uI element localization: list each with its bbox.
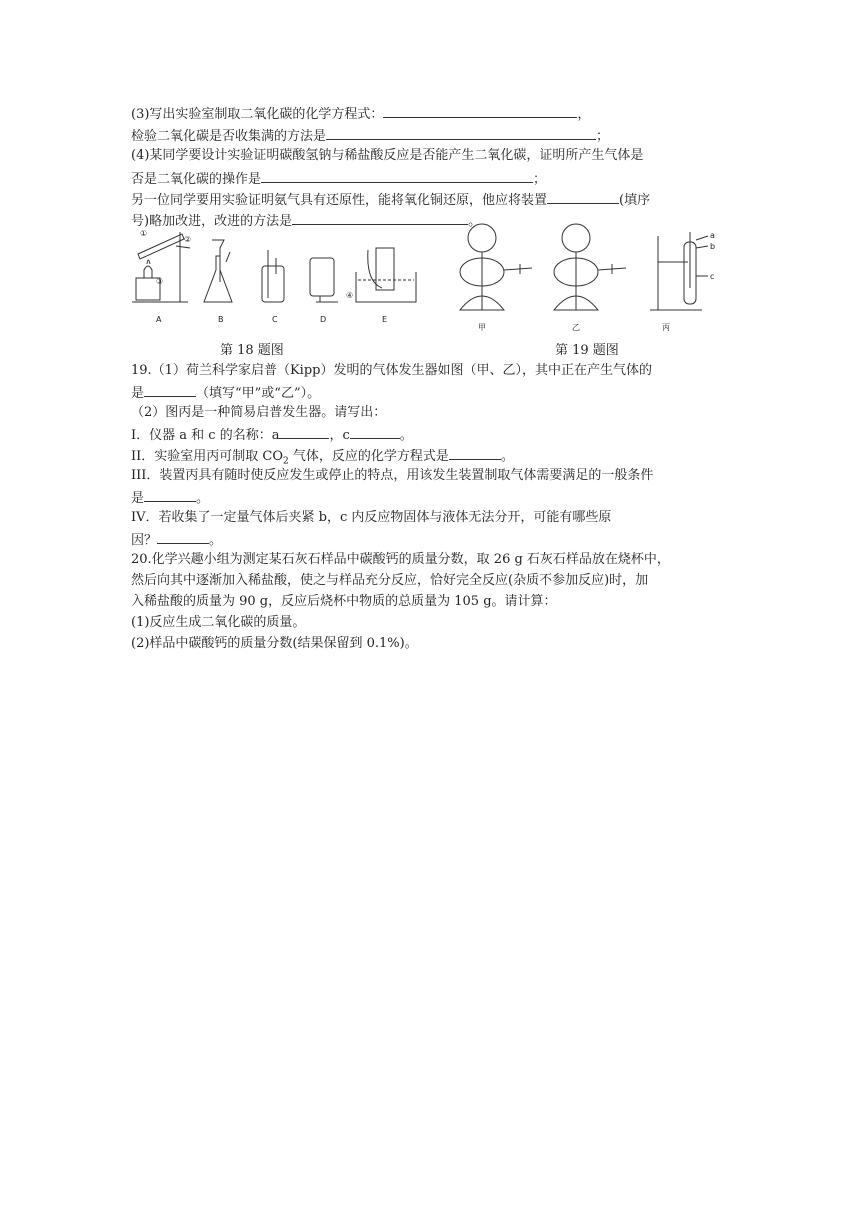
- q20-line2: 然后向其中逐渐加入稀盐酸，使之与样品充分反应，恰好完全反应(杂质不参加反应)时，加: [131, 573, 649, 588]
- text: 。: [196, 491, 210, 506]
- text: 号)略加改进，改进的方法是: [131, 214, 293, 229]
- figure-19-kipp-generators: [440, 218, 730, 338]
- answer-blank[interactable]: [144, 488, 196, 502]
- mark-3: ③: [156, 277, 164, 286]
- text: 气体，反应的化学方程式是: [288, 449, 449, 464]
- q18-part4-line3: [131, 190, 650, 210]
- q19-line3: （2）图丙是一种简易启普发生器。请写出：: [131, 405, 387, 420]
- kipp-generator-jia: [460, 224, 532, 310]
- text: 检验二氧化碳是否收集满的方法是: [131, 129, 327, 144]
- q19-line7: [131, 488, 209, 508]
- answer-blank[interactable]: [326, 126, 596, 140]
- answer-blank[interactable]: [157, 530, 209, 544]
- subscript: 2: [283, 456, 289, 467]
- label-b: B: [218, 315, 224, 324]
- mark-4: ④: [346, 291, 354, 300]
- apparatus-d: [310, 258, 338, 302]
- answer-blank[interactable]: [279, 425, 329, 439]
- answer-blank[interactable]: [449, 446, 501, 460]
- label-jia: 甲: [478, 323, 486, 332]
- text: (填序: [619, 193, 651, 208]
- apparatus-c: [262, 250, 284, 302]
- mark-a: a: [710, 231, 715, 240]
- q20-line4: (1)反应生成二氧化碳的质量。: [131, 615, 306, 630]
- text: 另一位同学要用实验证明氨气具有还原性，能将氧化铜还原，他应将装置: [131, 193, 548, 208]
- text: I．仪器 a 和 c 的名称：a: [131, 428, 280, 443]
- figure-18-apparatus: [130, 222, 430, 334]
- spirit-lamp: [144, 266, 152, 278]
- text: ，: [577, 107, 591, 122]
- q20-line1: 20.化学兴趣小组为测定某石灰石样品中碳酸钙的质量分数，取 26 g 石灰石样品放在烧杯中，: [131, 552, 670, 567]
- text: (3)写出实验室制取二氧化碳的化学方程式：: [131, 107, 384, 122]
- label-bing: 丙: [662, 323, 670, 332]
- mark-c: c: [710, 272, 715, 281]
- top-bulb: [468, 224, 496, 252]
- mark-2: ②: [184, 235, 192, 244]
- answer-blank[interactable]: [350, 425, 400, 439]
- conical-flask: [204, 256, 232, 302]
- water-trough: [356, 272, 416, 302]
- figure-18-caption: 第 18 题图: [220, 343, 284, 358]
- top-bulb: [562, 224, 590, 252]
- gas-bottle: [262, 266, 284, 302]
- q18-part3-line1: [131, 104, 590, 124]
- text: 是: [131, 491, 145, 506]
- answer-blank[interactable]: [144, 383, 196, 397]
- text: ；: [596, 129, 610, 144]
- label-d: D: [320, 315, 327, 324]
- mark-b: b: [710, 242, 716, 251]
- label-yi: 乙: [572, 323, 580, 332]
- text: 。: [209, 533, 223, 548]
- apparatus-b: [204, 240, 232, 302]
- answer-blank[interactable]: [261, 169, 533, 183]
- text: 。: [500, 449, 514, 464]
- q19-line8: IV．若收集了一定量气体后夹紧 b，c 内反应物固体与液体无法分开，可能有哪些原: [131, 510, 612, 525]
- label-c: C: [272, 315, 278, 324]
- q19-line1: 19.（1）荷兰科学家启普（Kipp）发明的气体发生器如图（甲、乙），其中正在产生气体的: [131, 363, 652, 378]
- mark-1: ①: [140, 229, 148, 238]
- text: 是: [131, 386, 145, 401]
- text: （填写“甲”或“乙”）。: [196, 386, 321, 401]
- q20-line5: (2)样品中碳酸钙的质量分数(结果保留到 0.1%)。: [131, 636, 418, 651]
- figure-19-caption: 第 19 题图: [555, 343, 619, 358]
- q18-part4-line2: [131, 169, 546, 189]
- text: 否是二氧化碳的操作是: [131, 172, 262, 187]
- q19-line2: [131, 383, 320, 403]
- answer-blank[interactable]: [547, 190, 619, 204]
- text: ；: [533, 172, 547, 187]
- text: 。: [468, 214, 482, 229]
- label-a: A: [156, 315, 162, 324]
- inverted-bottle: [310, 258, 334, 296]
- q20-line3: 入稀盐酸的质量为 90 g，反应后烧杯中物质的总质量为 105 g。请计算：: [131, 594, 557, 609]
- text: 。: [399, 428, 413, 443]
- label-e: E: [382, 315, 388, 324]
- answer-blank[interactable]: [383, 104, 577, 118]
- q19-line9: [131, 530, 222, 550]
- text: 因？: [131, 533, 158, 548]
- kipp-generator-yi: [554, 224, 626, 310]
- q19-line6: III．装置丙具有随时使反应发生或停止的特点，用该发生装置制取气体需要满足的一般条件: [131, 468, 654, 483]
- q18-part3-line2: [131, 126, 609, 146]
- q19-line4: [131, 425, 413, 445]
- text: II．实验室用丙可制取 CO: [131, 449, 284, 464]
- text: ，c: [329, 428, 350, 443]
- collection-bottle: [376, 248, 394, 290]
- apparatus-e: [346, 248, 416, 302]
- apparatus-a: [132, 229, 191, 302]
- simple-kipp-bing: [650, 231, 715, 310]
- q18-part4-line1: (4)某同学要设计实验证明碳酸氢钠与稀盐酸反应是否能产生二氧化碳，证明所产生气体是: [131, 148, 644, 163]
